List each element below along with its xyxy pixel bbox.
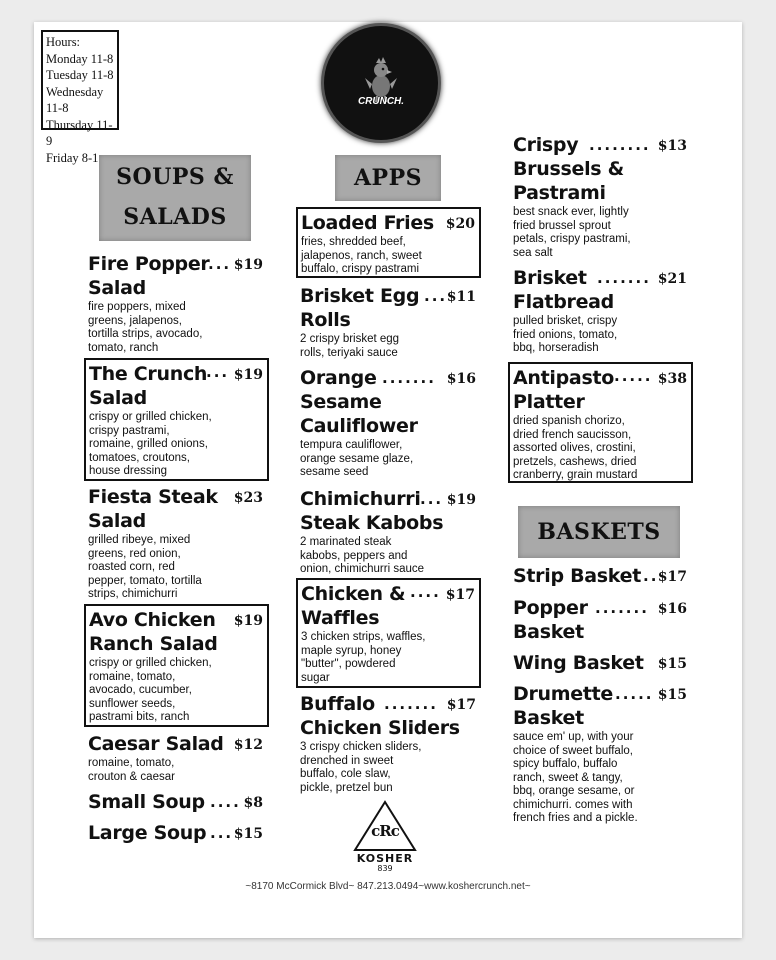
item-price: $16 bbox=[446, 371, 476, 387]
desc-line: pretzels, cashews, dried bbox=[513, 455, 637, 468]
item-name: Large Soup bbox=[88, 822, 207, 844]
item-name: Brisket Egg bbox=[300, 285, 420, 307]
desc-line: pulled brisket, crispy bbox=[513, 315, 618, 327]
hours-line: Thursday 11-9 bbox=[46, 117, 113, 148]
item-desc bbox=[300, 536, 476, 577]
logo-text: CRUNCH. bbox=[357, 96, 405, 107]
item-desc bbox=[88, 301, 263, 355]
item-name: Crispy bbox=[513, 134, 579, 156]
leader-dots: ....... bbox=[382, 369, 436, 387]
desc-line: grilled ribeye, mixed bbox=[88, 534, 191, 546]
desc-line: 2 marinated steak bbox=[300, 536, 392, 548]
desc-line: crispy or grilled chicken, bbox=[89, 411, 212, 423]
leader-dots: ....... bbox=[597, 269, 651, 287]
menu-item bbox=[513, 596, 687, 644]
desc-line: 2 crispy brisket egg bbox=[300, 333, 400, 345]
desc-line: dried french saucisson, bbox=[513, 428, 632, 441]
desc-line: fries, shredded beef, bbox=[301, 236, 406, 248]
menu-item bbox=[300, 692, 476, 795]
desc-line: chimichurri. comes with bbox=[513, 798, 633, 811]
item-name: Fiesta Steak bbox=[88, 486, 218, 508]
item-price: $20 bbox=[445, 216, 475, 232]
item-name: Salad bbox=[88, 277, 146, 299]
desc-line: bbq, orange sesame, or bbox=[513, 785, 635, 797]
menu-item bbox=[88, 732, 263, 784]
item-price: $19 bbox=[233, 257, 263, 273]
desc-line: drenched in sweet bbox=[300, 754, 394, 767]
leader-dots: ....... bbox=[595, 599, 649, 617]
desc-line: romaine, tomato, bbox=[89, 670, 176, 683]
item-name: Basket bbox=[513, 707, 584, 729]
hours-line: Tuesday 11-8 bbox=[46, 68, 114, 82]
hours-line: Monday 11-8 bbox=[46, 51, 114, 66]
leader-dots: .. bbox=[643, 567, 659, 585]
item-name: Steak Kabobs bbox=[300, 512, 444, 534]
item-price: $17 bbox=[445, 587, 475, 603]
item-price: $23 bbox=[233, 490, 263, 506]
item-desc bbox=[88, 534, 263, 602]
item-desc bbox=[513, 315, 687, 356]
item-desc bbox=[513, 415, 687, 483]
desc-line: choice of sweet buffalo, bbox=[513, 744, 633, 757]
hours-line: Wednesday 11-8 bbox=[46, 84, 104, 115]
item-price: $12 bbox=[233, 737, 263, 753]
item-desc bbox=[89, 411, 263, 479]
item-name: Pastrami bbox=[513, 182, 606, 204]
leader-dots: ....... bbox=[384, 695, 438, 713]
item-name: Salad bbox=[88, 510, 146, 532]
item-name: Chicken & bbox=[301, 583, 406, 605]
leader-dots: ... bbox=[420, 490, 444, 508]
item-name: Wing Basket bbox=[513, 652, 644, 674]
desc-line: greens, red onion, bbox=[88, 547, 181, 560]
kosher-label: KOSHER bbox=[356, 852, 414, 865]
desc-line: crispy or grilled chicken, bbox=[89, 657, 212, 669]
desc-line: sugar bbox=[301, 671, 330, 684]
desc-line: roasted corn, red bbox=[88, 561, 175, 573]
hours-line: Friday 8-1 bbox=[46, 150, 99, 165]
desc-line: crouton & caesar bbox=[88, 770, 175, 783]
item-name: Cauliflower bbox=[300, 415, 418, 437]
desc-line: pastrami bits, ranch bbox=[89, 711, 190, 723]
menu-item bbox=[300, 366, 476, 480]
desc-line: cranberry, grain mustard bbox=[513, 469, 638, 481]
item-name: Antipasto bbox=[513, 367, 614, 389]
desc-line: tempura cauliflower, bbox=[300, 439, 403, 451]
item-name: Sesame bbox=[300, 391, 382, 413]
item-price: $13 bbox=[657, 138, 687, 154]
item-name: Caesar Salad bbox=[88, 733, 224, 755]
banner-label: APPS bbox=[353, 165, 423, 191]
hours-title: Hours: bbox=[46, 35, 81, 49]
item-name: Small Soup bbox=[88, 791, 205, 813]
hours-box bbox=[41, 30, 119, 165]
item-price: $17 bbox=[657, 569, 687, 585]
menu-item bbox=[300, 284, 476, 360]
banner-line: SOUPS & bbox=[116, 164, 234, 190]
item-price: $8 bbox=[243, 795, 263, 811]
item-name: Platter bbox=[513, 391, 585, 413]
item-name: Loaded Fries bbox=[301, 212, 434, 234]
desc-line: assorted olives, crostini, bbox=[513, 442, 636, 454]
item-price: $17 bbox=[446, 697, 476, 713]
menu-item-featured bbox=[296, 207, 481, 278]
menu-item bbox=[88, 821, 263, 845]
desc-line: maple syrup, honey bbox=[301, 644, 402, 657]
item-name: Popper bbox=[513, 597, 588, 619]
desc-line: romaine, tomato, bbox=[88, 757, 175, 769]
menu-item bbox=[513, 682, 687, 826]
item-desc bbox=[301, 631, 475, 685]
desc-line: buffalo, crispy pastrami bbox=[301, 263, 420, 275]
desc-line: fried brussel sprout bbox=[513, 219, 611, 232]
kosher-number: 839 bbox=[377, 864, 393, 873]
leader-dots: ... bbox=[210, 824, 234, 842]
item-price: $38 bbox=[657, 371, 687, 387]
kosher-mark: cRc bbox=[371, 822, 399, 840]
desc-line: strips, chimichurri bbox=[88, 588, 178, 600]
leader-dots: ... bbox=[424, 287, 448, 305]
item-name: Fire Popper bbox=[88, 253, 210, 275]
leader-dots: ........ bbox=[589, 136, 651, 154]
item-name: Chimichurri bbox=[300, 488, 421, 510]
desc-line: french fries and a pickle. bbox=[513, 812, 638, 824]
desc-line: tomatoes, croutons, bbox=[89, 451, 190, 464]
desc-line: dried spanish chorizo, bbox=[513, 415, 625, 427]
menu-item bbox=[513, 651, 687, 675]
banner-label: BASKETS bbox=[537, 519, 661, 545]
desc-line: 3 crispy chicken sliders, bbox=[300, 741, 422, 753]
menu-item bbox=[88, 252, 263, 355]
menu-item bbox=[300, 487, 476, 577]
item-desc bbox=[89, 657, 263, 725]
apps-banner bbox=[335, 155, 441, 201]
desc-line: house dressing bbox=[89, 465, 167, 477]
leader-dots: ..... bbox=[615, 685, 654, 703]
soups-salads-banner bbox=[99, 155, 251, 241]
desc-line: petals, crispy pastrami, bbox=[513, 233, 631, 245]
leader-dots: ..... bbox=[614, 367, 653, 385]
item-name: Brisket bbox=[513, 267, 587, 289]
menu-item bbox=[513, 564, 687, 588]
desc-line: fire poppers, mixed bbox=[88, 301, 186, 313]
kosher-symbol bbox=[353, 800, 417, 874]
item-price: $19 bbox=[233, 367, 263, 383]
desc-line: sunflower seeds, bbox=[89, 697, 176, 710]
menu-item-featured bbox=[508, 362, 693, 483]
footer-contact: ~8170 McCormick Blvd~ 847.213.0494~www.koshercrunch.net~ bbox=[245, 881, 531, 892]
item-price: $11 bbox=[446, 289, 476, 305]
item-name: Flatbread bbox=[513, 291, 614, 313]
desc-line: greens, jalapenos, bbox=[88, 314, 182, 327]
item-name: Avo Chicken bbox=[89, 609, 216, 631]
item-name: Orange bbox=[300, 367, 377, 389]
item-desc bbox=[513, 731, 687, 826]
item-price: $19 bbox=[446, 492, 476, 508]
leader-dots: .... bbox=[410, 583, 441, 601]
menu-item bbox=[513, 133, 687, 260]
desc-line: pickle, pretzel bun bbox=[300, 781, 393, 794]
leader-dots: .... bbox=[210, 793, 241, 811]
leader-dots: ... bbox=[206, 363, 230, 381]
item-name: Strip Basket bbox=[513, 565, 641, 587]
desc-line: romaine, grilled onions, bbox=[89, 438, 208, 450]
chicken-icon bbox=[324, 26, 438, 140]
item-name: Chicken Sliders bbox=[300, 717, 460, 739]
desc-line: fried onions, tomato, bbox=[513, 328, 618, 341]
desc-line: "butter", powdered bbox=[301, 658, 396, 670]
banner-line: SALADS bbox=[123, 204, 227, 230]
item-price: $15 bbox=[657, 687, 687, 703]
desc-line: pepper, tomato, tortilla bbox=[88, 574, 202, 587]
desc-line: jalapenos, ranch, sweet bbox=[301, 249, 422, 262]
baskets-banner bbox=[518, 506, 680, 558]
item-desc bbox=[300, 741, 476, 795]
desc-line: crispy pastrami, bbox=[89, 424, 170, 437]
item-name: The Crunch bbox=[89, 363, 208, 385]
item-desc bbox=[300, 333, 476, 360]
item-price: $21 bbox=[657, 271, 687, 287]
item-name: Salad bbox=[89, 387, 147, 409]
desc-line: tomato, ranch bbox=[88, 341, 159, 354]
desc-line: spicy buffalo, buffalo bbox=[513, 758, 618, 770]
desc-line: tortilla strips, avocado, bbox=[88, 328, 203, 340]
item-desc bbox=[513, 206, 687, 260]
item-price: $15 bbox=[233, 826, 263, 842]
item-name: Rolls bbox=[300, 309, 351, 331]
item-desc bbox=[88, 757, 263, 784]
menu-item bbox=[88, 485, 263, 602]
leader-dots: ... bbox=[208, 255, 232, 273]
desc-line: 3 chicken strips, waffles, bbox=[301, 631, 426, 643]
item-price: $19 bbox=[233, 613, 263, 629]
crunch-logo bbox=[324, 26, 438, 140]
desc-line: sauce em' up, with your bbox=[513, 731, 634, 743]
menu-item bbox=[513, 266, 687, 356]
desc-line: kabobs, peppers and bbox=[300, 549, 408, 562]
desc-line: ranch, sweet & tangy, bbox=[513, 771, 623, 784]
item-name: Brussels & bbox=[513, 158, 624, 180]
item-name: Ranch Salad bbox=[89, 633, 218, 655]
desc-line: avocado, cucumber, bbox=[89, 684, 192, 696]
desc-line: best snack ever, lightly bbox=[513, 206, 629, 218]
desc-line: bbq, horseradish bbox=[513, 342, 599, 354]
menu-item-featured bbox=[84, 604, 269, 727]
desc-line: onion, chimichurri sauce bbox=[300, 563, 425, 575]
desc-line: rolls, teriyaki sauce bbox=[300, 346, 398, 359]
item-price: $15 bbox=[657, 656, 687, 672]
desc-line: buffalo, cole slaw, bbox=[300, 768, 391, 780]
item-desc bbox=[300, 439, 476, 480]
desc-line: orange sesame glaze, bbox=[300, 452, 414, 465]
item-name: Buffalo bbox=[300, 693, 375, 715]
item-name: Waffles bbox=[301, 607, 380, 629]
desc-line: sesame seed bbox=[300, 466, 369, 478]
menu-item-featured bbox=[296, 578, 481, 688]
item-name: Basket bbox=[513, 621, 584, 643]
desc-line: sea salt bbox=[513, 246, 553, 259]
item-desc bbox=[301, 236, 475, 277]
menu-item-featured bbox=[84, 358, 269, 481]
menu-item bbox=[88, 790, 263, 814]
item-price: $16 bbox=[657, 601, 687, 617]
item-name: Drumette bbox=[513, 683, 614, 705]
